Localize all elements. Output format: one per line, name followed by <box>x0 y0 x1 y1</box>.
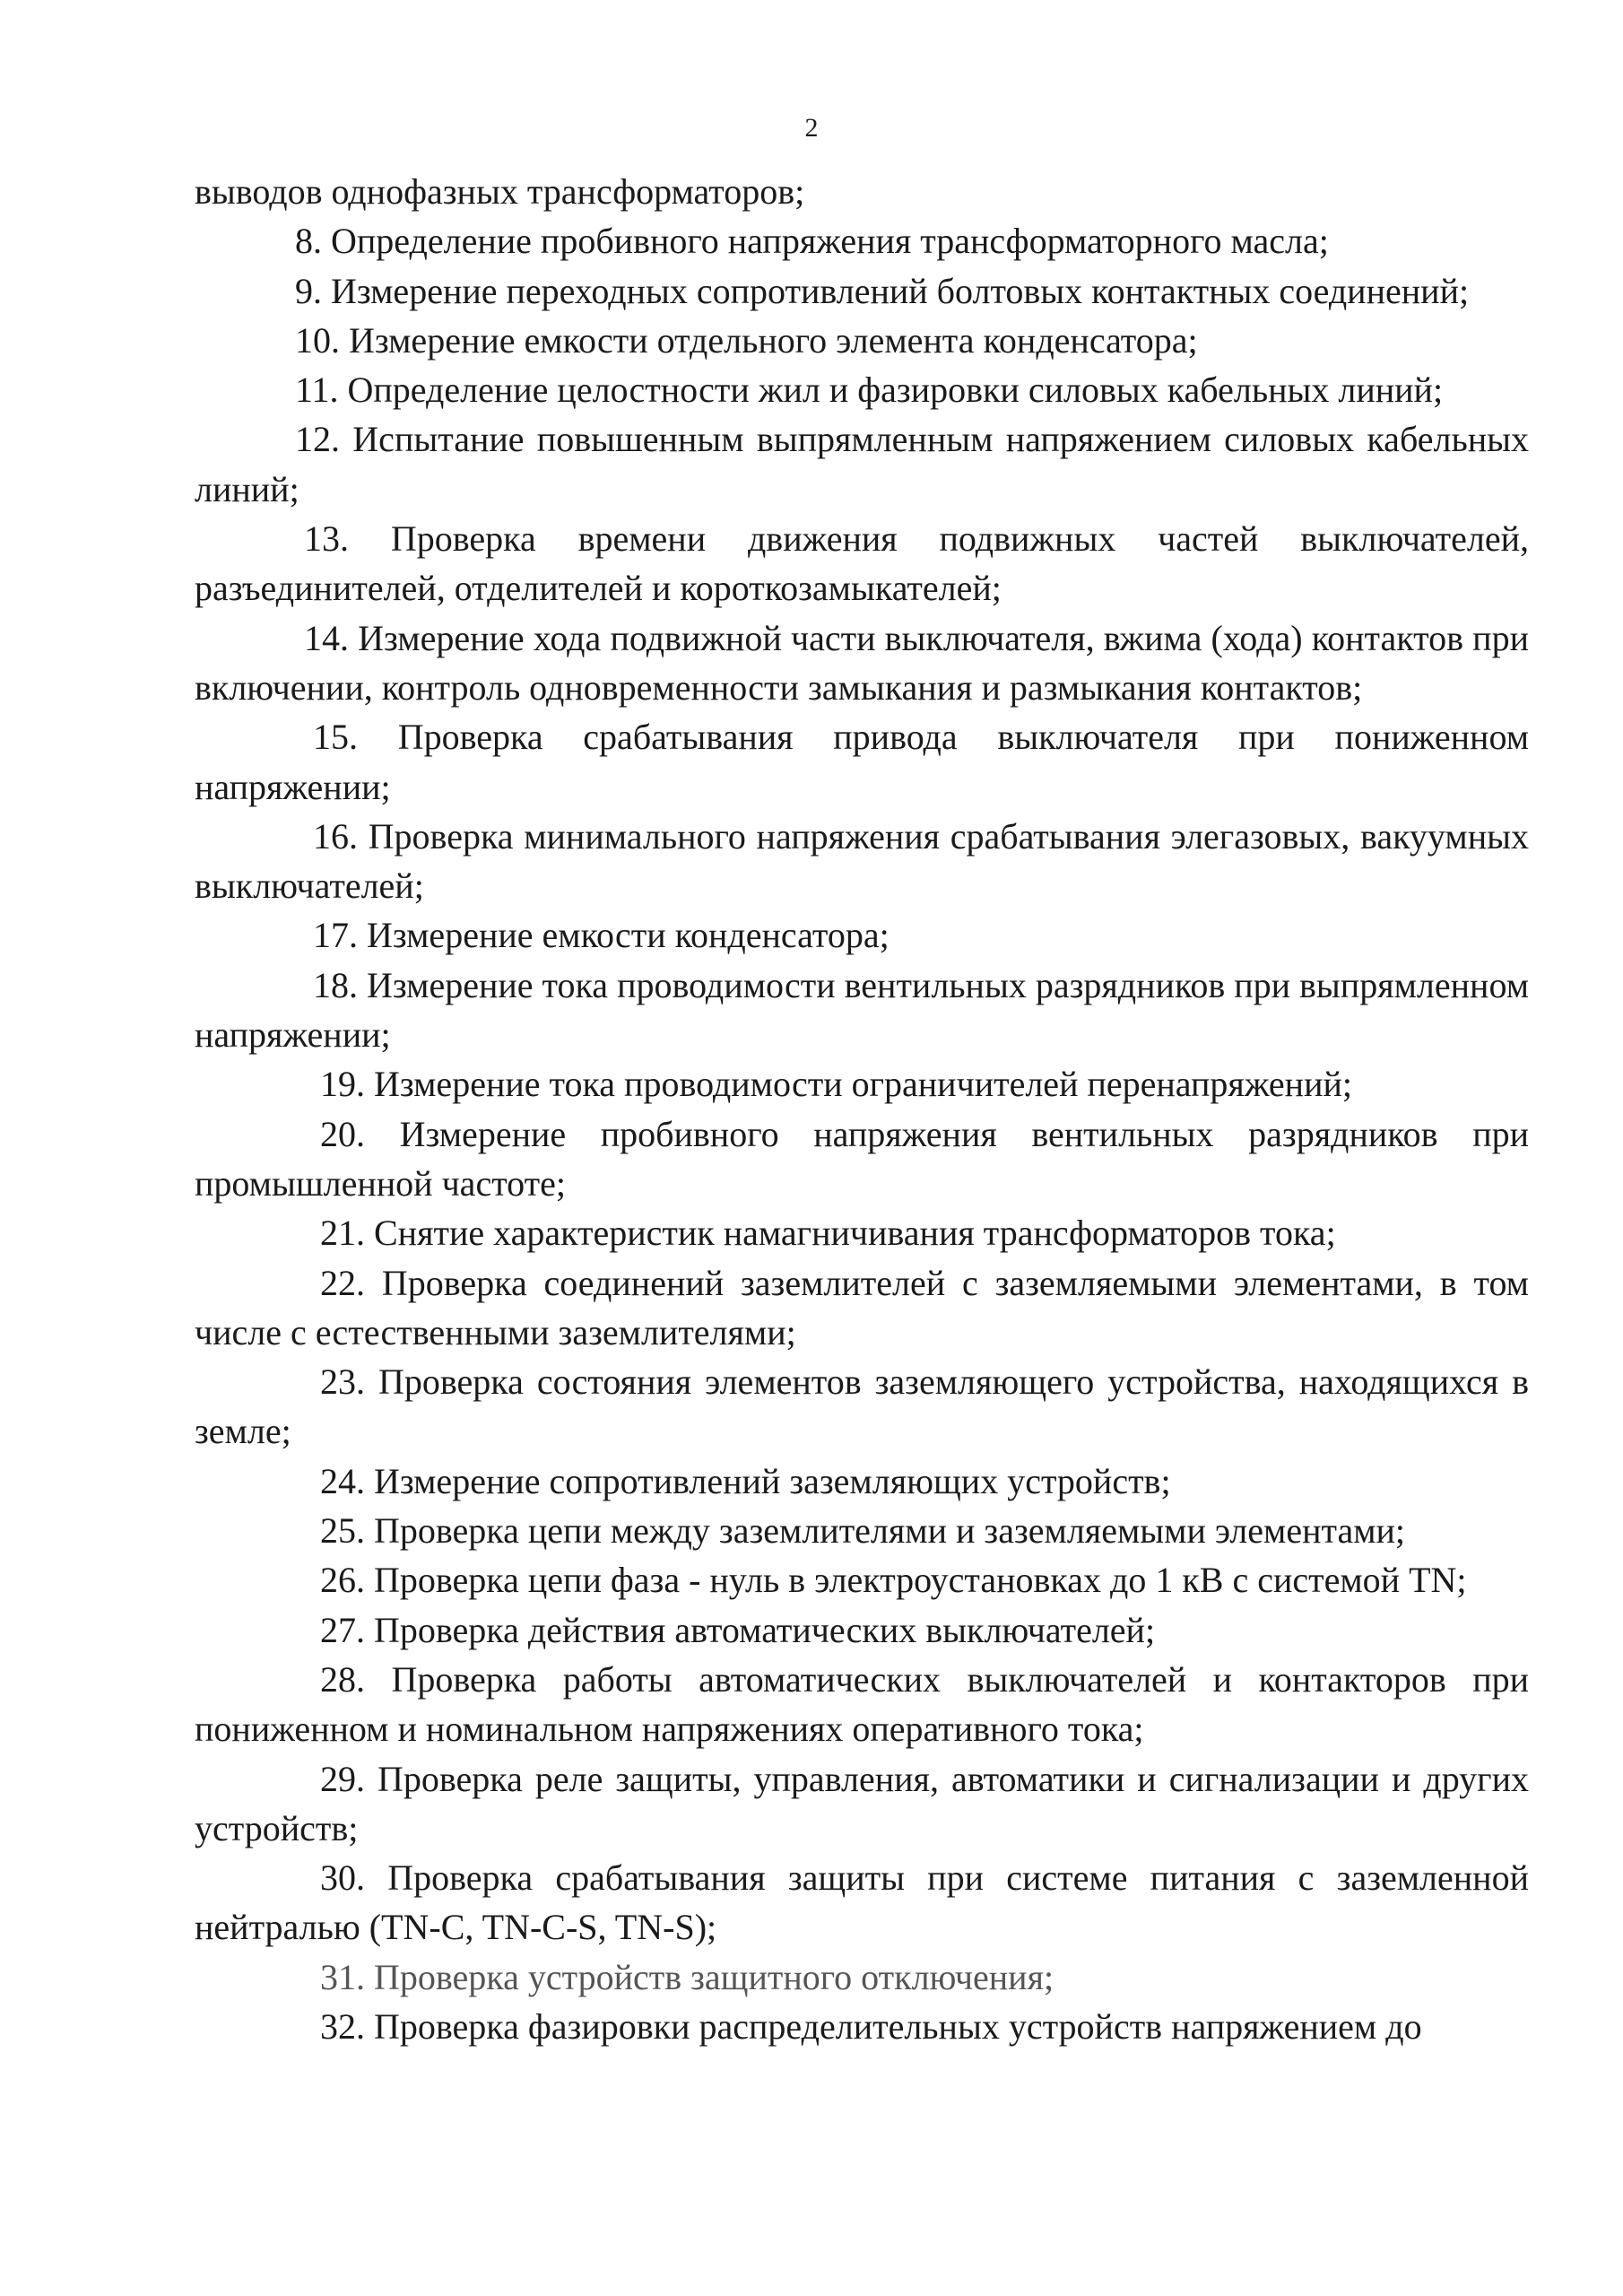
item-number: 8. <box>295 221 322 262</box>
item-number: 11. <box>295 370 339 411</box>
list-item: выводов однофазных трансформаторов; <box>195 171 805 212</box>
list-item: 27. Проверка действия автоматических выключателей; <box>320 1609 1156 1650</box>
item-number: 17. <box>313 915 358 956</box>
item-number: 30. <box>320 1857 365 1899</box>
list-item: 19. Измерение тока проводимости ограничителей перенапряжений; <box>320 1064 1353 1105</box>
list-item: 30. Проверка срабатывания защиты при системе питания с заземленной нейтралью (TN-C, TN-C-S, TN-S); <box>195 1857 1529 1948</box>
page-number: 2 <box>804 113 819 143</box>
list-item: 14. Измерение хода подвижной части выключателя, вжима (хода) контактов при включении, контроль одновременности замыкания и размыкания контактов; <box>195 617 1529 708</box>
item-number: 31. <box>320 1956 365 1997</box>
list-item: 28. Проверка работы автоматических выключателей и контакторов при пониженном и номинальном напряжениях оперативного тока; <box>195 1658 1530 1750</box>
item-number: 15. <box>313 717 358 758</box>
list-item: 24. Измерение сопротивлений заземляющих устройств; <box>320 1460 1171 1501</box>
item-number: 9. <box>295 270 322 311</box>
item-number: 10. <box>295 319 340 361</box>
list-item: 23. Проверка состояния элементов заземляющего устройства, находящихся в земле; <box>195 1361 1530 1452</box>
item-number: 12. <box>295 419 340 460</box>
item-number: 27. <box>320 1609 365 1650</box>
list-item: 13. Проверка времени движения подвижных частей выключателей, разъединителей, отделителей и короткозамыкателей; <box>195 518 1530 609</box>
item-number: 23. <box>320 1361 365 1403</box>
list-item: 12. Испытание повышенным выпрямленным напряжением силовых кабельных линий; <box>195 419 1530 509</box>
list-item: 21. Снятие характеристик намагничивания трансформаторов тока; <box>320 1213 1336 1254</box>
list-item: 29. Проверка реле защиты, управления, автоматики и сигнализации и других устройств; <box>195 1758 1529 1848</box>
list-item: 8. Определение пробивного напряжения трансформаторного масла; <box>295 221 1329 262</box>
list-item: 31. Проверка устройств защитного отключения; <box>320 1956 1055 1997</box>
list-item: 22. Проверка соединений заземлителей с заземляемыми элементами, в том числе с естественными заземлителями; <box>195 1262 1529 1352</box>
list-item: 18. Измерение тока проводимости вентильных разрядников при выпрямленном напряжении; <box>195 964 1530 1056</box>
item-number: 32. <box>320 2005 365 2047</box>
item-number: 25. <box>320 1510 365 1552</box>
item-number: 20. <box>320 1113 365 1154</box>
list-item: 9. Измерение переходных сопротивлений болтовых контактных соединений; <box>295 270 1470 311</box>
list-item: 10. Измерение емкости отдельного элемента конденсатора; <box>295 319 1198 361</box>
list-item: 25. Проверка цепи между заземлителями и заземляемыми элементами; <box>320 1510 1406 1552</box>
list-item: 20. Измерение пробивного напряжения вентильных разрядников при промышленной частоте; <box>195 1113 1529 1204</box>
item-number: 28. <box>320 1658 365 1700</box>
item-number: 29. <box>320 1758 365 1799</box>
item-number: 18. <box>313 964 358 1005</box>
item-number: 24. <box>320 1460 365 1501</box>
item-number: 16. <box>313 815 358 857</box>
item-number: 26. <box>320 1560 365 1601</box>
item-number: 14. <box>304 617 349 658</box>
list-item: 16. Проверка минимального напряжения срабатывания элегазовых, вакуумных выключателей; <box>195 815 1530 907</box>
list-item: 32. Проверка фазировки распределительных устройств напряжением до <box>320 2005 1422 2047</box>
list-item: 17. Измерение емкости конденсатора; <box>313 915 890 956</box>
list-item: 11. Определение целостности жил и фазировки силовых кабельных линий; <box>295 370 1444 411</box>
item-number: 13. <box>304 518 349 560</box>
item-number: 19. <box>320 1064 365 1105</box>
item-number: 22. <box>320 1262 365 1303</box>
item-number: 21. <box>320 1213 365 1254</box>
list-item: 26. Проверка цепи фаза - нуль в электроустановках до 1 кВ с системой TN; <box>320 1560 1467 1601</box>
list-item: 15. Проверка срабатывания привода выключателя при пониженном напряжении; <box>195 717 1530 807</box>
document-body <box>195 167 1529 2051</box>
